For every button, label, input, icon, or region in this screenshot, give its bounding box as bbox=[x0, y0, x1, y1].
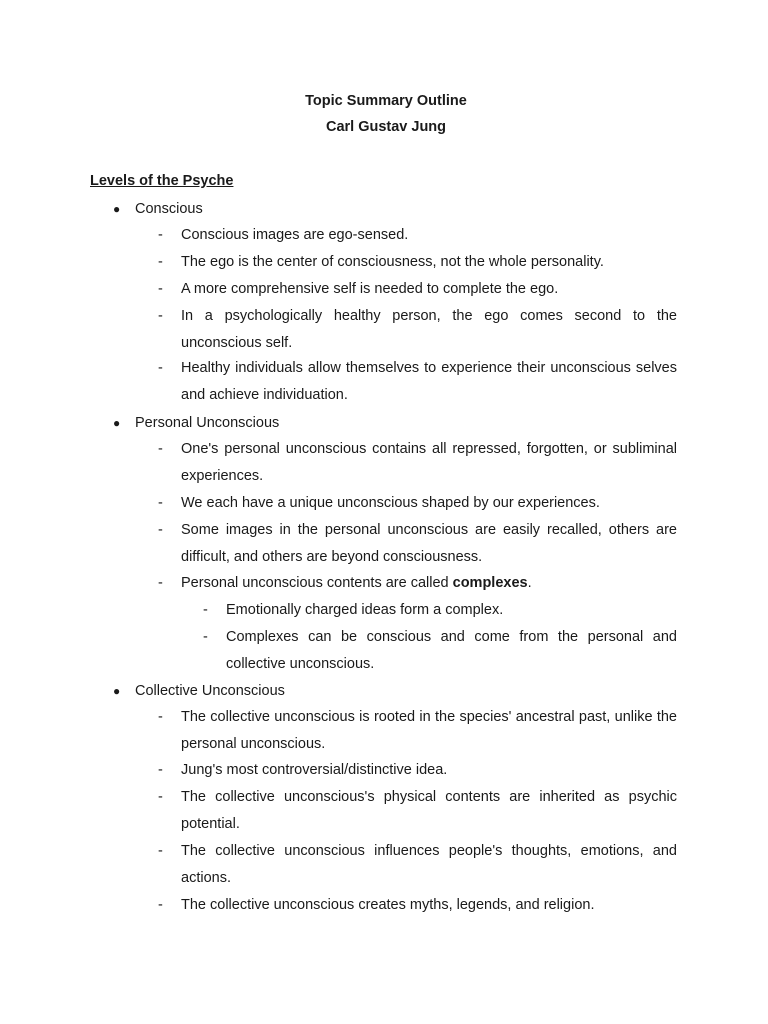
dash-icon: - bbox=[158, 709, 163, 725]
list-item-text: Conscious images are ego-sensed. bbox=[181, 227, 409, 243]
list-item-text bbox=[181, 570, 677, 597]
bullet-label: Collective Unconscious bbox=[135, 683, 285, 699]
dash-icon: - bbox=[203, 629, 208, 645]
document-subtitle: Carl Gustav Jung bbox=[325, 119, 447, 135]
dash-icon: - bbox=[158, 495, 163, 511]
list-item-text: The ego is the center of consciousness, not the whole personality. bbox=[181, 254, 604, 270]
section-heading: Levels of the Psyche bbox=[90, 173, 234, 189]
list-item-text: The collective unconscious influences people's thoughts, emotions, and actions. bbox=[181, 843, 677, 886]
bullet-icon: ● bbox=[113, 684, 121, 698]
dash-icon: - bbox=[158, 575, 163, 591]
list-item-text: We each have a unique unconscious shaped by our experiences. bbox=[181, 495, 600, 511]
dash-icon: - bbox=[158, 789, 163, 805]
list-item-text: Some images in the personal unconscious are easily recalled, others are difficult, and others are beyond consciousness. bbox=[181, 522, 677, 565]
bullet-label: Personal Unconscious bbox=[135, 415, 280, 431]
dash-icon: - bbox=[158, 281, 163, 297]
list-item-text: Complexes can be conscious and come from the personal and collective unconscious. bbox=[226, 629, 677, 672]
bullet-icon: ● bbox=[113, 202, 121, 216]
dash-icon: - bbox=[158, 360, 163, 376]
dash-icon: - bbox=[203, 602, 208, 618]
bullet-label: Conscious bbox=[135, 201, 203, 217]
list-item-text: Emotionally charged ideas form a complex. bbox=[226, 602, 504, 618]
complexes-suffix: . bbox=[527, 575, 532, 591]
dash-icon: - bbox=[158, 308, 163, 324]
list-item-text: A more comprehensive self is needed to complete the ego. bbox=[181, 281, 559, 297]
dash-icon: - bbox=[158, 441, 163, 457]
list-item-text: The collective unconscious is rooted in the species' ancestral past, unlike the personal unconscious. bbox=[181, 709, 677, 752]
list-item-text: The collective unconscious's physical contents are inherited as psychic potential. bbox=[181, 789, 677, 832]
bullet-icon: ● bbox=[113, 416, 121, 430]
dash-icon: - bbox=[158, 522, 163, 538]
list-item-text: Jung's most controversial/distinctive idea. bbox=[181, 762, 448, 778]
complexes-prefix: Personal unconscious contents are called bbox=[181, 575, 453, 591]
list-item-text: In a psychologically healthy person, the ego comes second to the unconscious self. bbox=[181, 308, 677, 351]
list-item-text: The collective unconscious creates myths, legends, and religion. bbox=[181, 897, 595, 913]
dash-icon: - bbox=[158, 254, 163, 270]
complexes-term: complexes bbox=[452, 575, 528, 591]
dash-icon: - bbox=[158, 762, 163, 778]
dash-icon: - bbox=[158, 843, 163, 859]
document-title: Topic Summary Outline bbox=[305, 93, 467, 109]
list-item-text: Healthy individuals allow themselves to experience their unconscious selves and achieve individuation. bbox=[181, 360, 677, 403]
dash-icon: - bbox=[158, 897, 163, 913]
list-item-text: One's personal unconscious contains all repressed, forgotten, or subliminal experiences. bbox=[181, 441, 677, 484]
dash-icon: - bbox=[158, 227, 163, 243]
